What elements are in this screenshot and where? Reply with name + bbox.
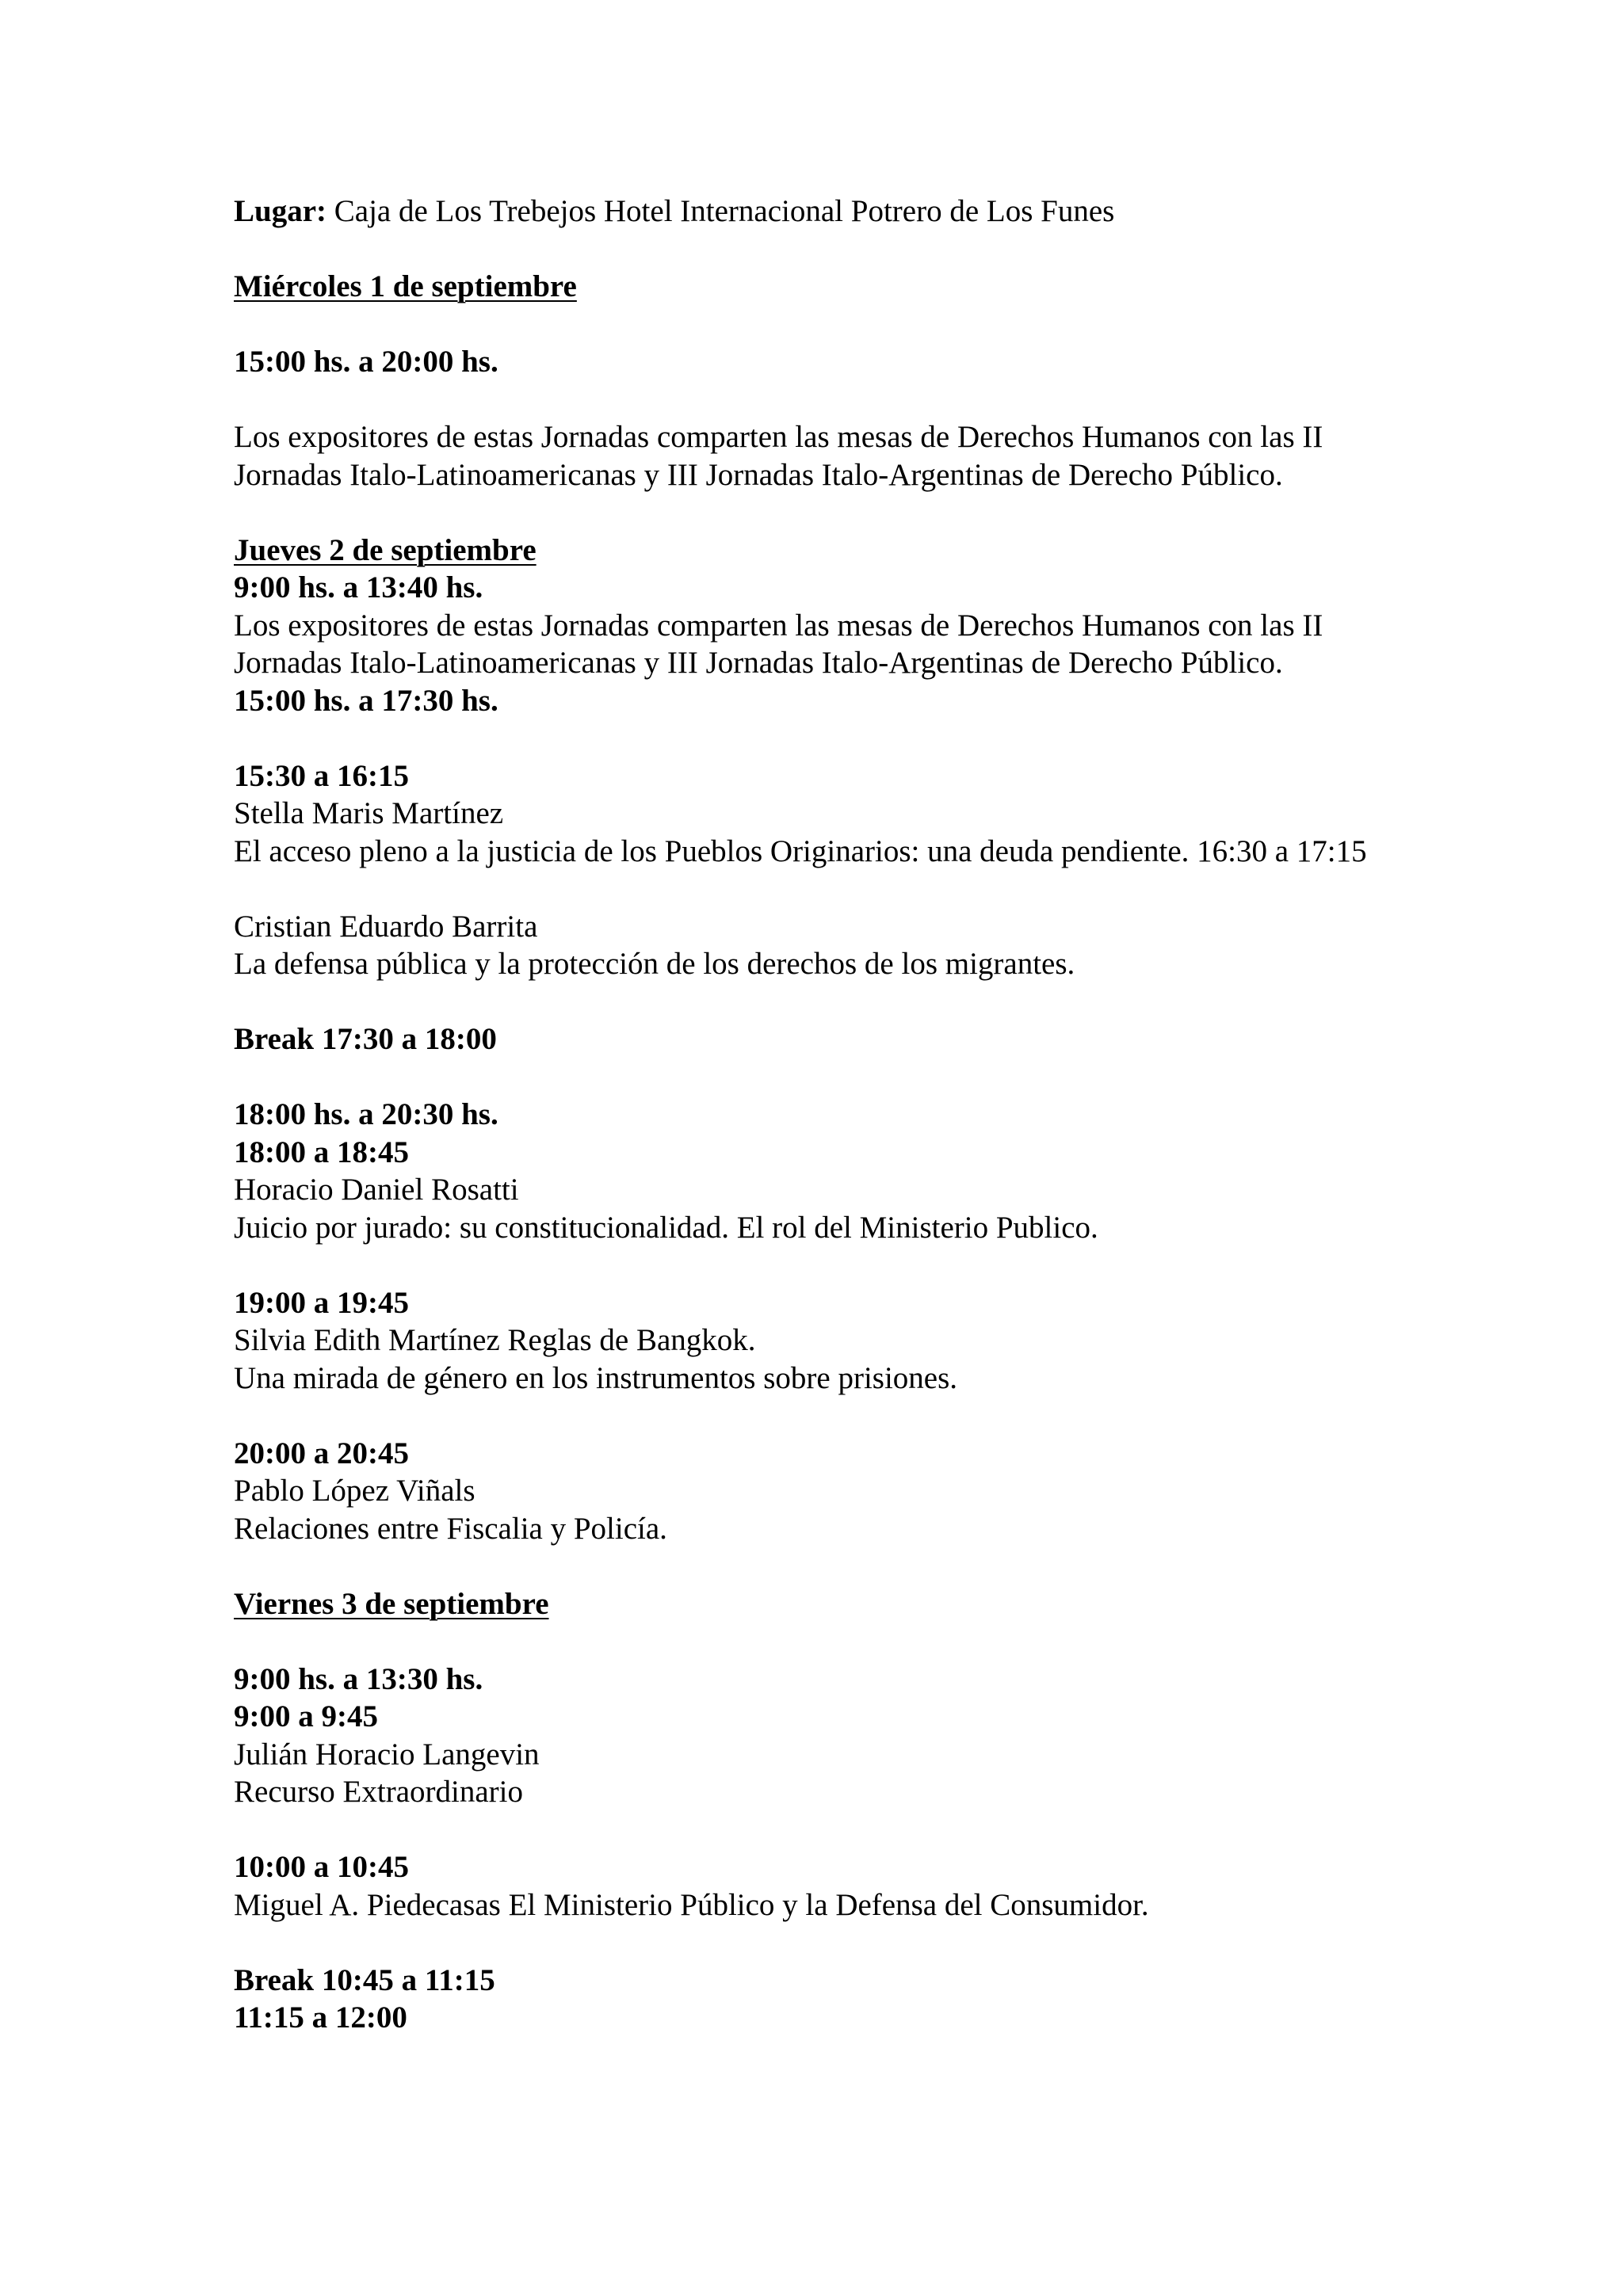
spacer xyxy=(234,1547,1533,1585)
session-time: 9:00 hs. a 13:30 hs. xyxy=(234,1661,483,1696)
break-line: Break 17:30 a 18:00 xyxy=(234,1022,497,1056)
spacer xyxy=(234,1058,1533,1097)
day-heading-friday: Viernes 3 de septiembre xyxy=(234,1586,549,1621)
spacer xyxy=(234,1811,1533,1849)
session-description-line: Jornadas Italo-Latinoamericanas y III Jornadas Italo-Argentinas de Derecho Público. xyxy=(234,457,1283,492)
spacer xyxy=(234,306,1533,344)
talk-slot: 15:30 a 16:15 xyxy=(234,758,409,793)
break-line: Break 10:45 a 11:15 xyxy=(234,1962,495,1997)
talk-speaker: Cristian Eduardo Barrita xyxy=(234,909,538,944)
spacer xyxy=(234,1623,1533,1661)
talk-speaker: Pablo López Viñals xyxy=(234,1474,475,1508)
venue-label: Lugar: xyxy=(234,194,327,228)
session-time: 9:00 hs. a 13:40 hs. xyxy=(234,570,483,605)
session-time: 15:00 hs. a 17:30 hs. xyxy=(234,683,498,718)
talk-topic: La defensa pública y la protección de los derechos de los migrantes. xyxy=(234,947,1075,981)
venue-line xyxy=(234,193,1533,231)
session-time: 18:00 hs. a 20:30 hs. xyxy=(234,1097,498,1131)
talk-speaker: Horacio Daniel Rosatti xyxy=(234,1173,519,1207)
spacer xyxy=(234,983,1533,1021)
talk-topic: Una mirada de género en los instrumentos sobre prisiones. xyxy=(234,1360,958,1395)
session-time: 15:00 hs. a 20:00 hs. xyxy=(234,345,498,379)
talk-speaker: Silvia Edith Martínez Reglas de Bangkok. xyxy=(234,1323,756,1357)
spacer xyxy=(234,494,1533,532)
talk-speaker-topic: Miguel A. Piedecasas El Ministerio Público y la Defensa del Consumidor. xyxy=(234,1887,1149,1922)
talk-slot: 9:00 a 9:45 xyxy=(234,1699,378,1733)
talk-topic: El acceso pleno a la justicia de los Pueblos Originarios: una deuda pendiente. 16:30 a 17:15 xyxy=(234,833,1367,868)
spacer xyxy=(234,1924,1533,1962)
session-description-line: Los expositores de estas Jornadas comparten las mesas de Derechos Humanos con las II xyxy=(234,608,1323,643)
talk-speaker: Julián Horacio Langevin xyxy=(234,1737,540,1772)
spacer xyxy=(234,719,1533,757)
day-heading-wednesday: Miércoles 1 de septiembre xyxy=(234,269,577,303)
spacer xyxy=(234,1246,1533,1284)
talk-slot: 20:00 a 20:45 xyxy=(234,1436,409,1470)
session-description-line: Jornadas Italo-Latinoamericanas y III Jornadas Italo-Argentinas de Derecho Público. xyxy=(234,646,1283,680)
talk-slot: 11:15 a 12:00 xyxy=(234,2000,407,2035)
spacer xyxy=(234,870,1533,908)
talk-topic: Juicio por jurado: su constitucionalidad. El rol del Ministerio Publico. xyxy=(234,1210,1098,1245)
day-heading-thursday: Jueves 2 de septiembre xyxy=(234,532,537,567)
talk-slot: 19:00 a 19:45 xyxy=(234,1285,409,1320)
venue-value: Caja de Los Trebejos Hotel Internacional Potrero de Los Funes xyxy=(334,194,1115,228)
program-content xyxy=(234,193,1533,2037)
talk-topic: Relaciones entre Fiscalia y Policía. xyxy=(234,1511,667,1546)
talk-slot: 18:00 a 18:45 xyxy=(234,1135,409,1169)
spacer xyxy=(234,231,1533,269)
spacer xyxy=(234,1397,1533,1435)
session-description-line: Los expositores de estas Jornadas comparten las mesas de Derechos Humanos con las II xyxy=(234,420,1323,454)
talk-topic: Recurso Extraordinario xyxy=(234,1775,523,1809)
spacer xyxy=(234,381,1533,419)
talk-slot: 10:00 a 10:45 xyxy=(234,1850,409,1884)
talk-speaker: Stella Maris Martínez xyxy=(234,796,504,830)
